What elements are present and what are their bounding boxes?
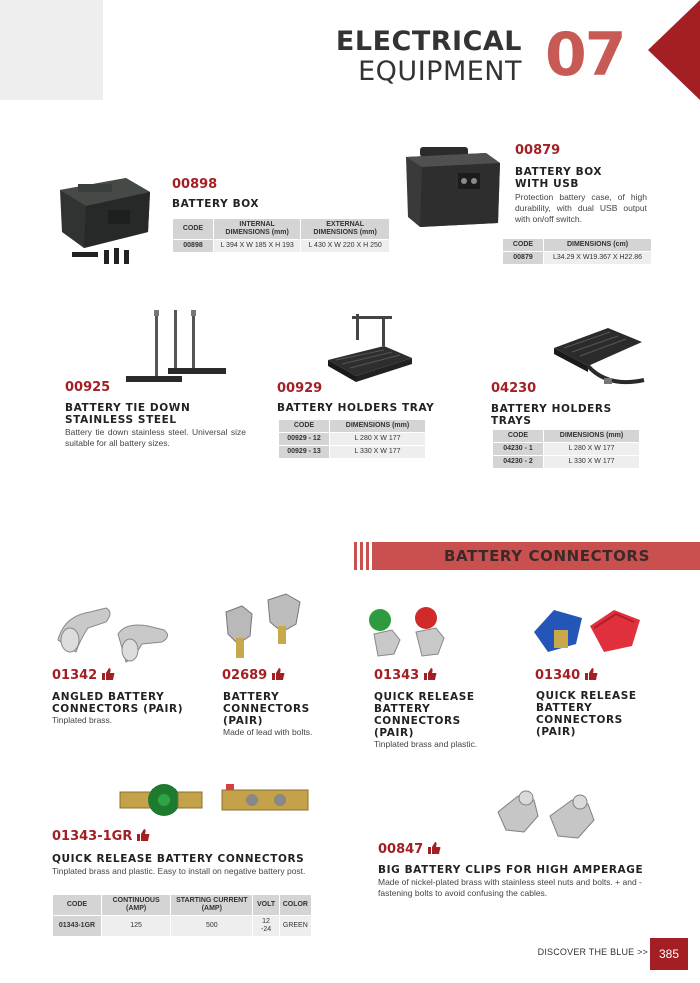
- title-line: CONNECTORS: [374, 715, 461, 727]
- product-title-01340: [536, 690, 637, 738]
- table-header-row: [493, 430, 639, 442]
- table-header: CODE: [173, 219, 213, 239]
- quick-release-connector-image: [366, 604, 452, 666]
- title-line: WITH USB: [515, 178, 579, 190]
- product-code-00898: 00898: [172, 177, 218, 192]
- product-code-02689: [222, 668, 285, 683]
- product-code-04230: 04230: [491, 381, 537, 396]
- product-desc-01343: Tinplated brass and plastic.: [374, 739, 478, 749]
- corner-red-triangle: [648, 0, 700, 100]
- table-cell: 500: [171, 916, 252, 936]
- tie-down-image: [122, 308, 232, 390]
- lead-connector-image: [220, 592, 312, 666]
- green-knob-connector-image: [118, 778, 314, 826]
- angled-connector-image: [52, 600, 182, 670]
- holder-tray-image: [322, 310, 416, 390]
- table-row: [279, 433, 425, 445]
- product-title-00929: BATTERY HOLDERS TRAY: [277, 402, 435, 414]
- product-desc-00847: Made of nickel-plated brass with stainless steel nuts and bolts. + and - fastening bolts to avoid confusing the cables.: [378, 877, 642, 898]
- code-text: 00847: [378, 842, 424, 857]
- table-header: CODE: [503, 239, 543, 251]
- table-header-row: [503, 239, 651, 251]
- title-line: (PAIR): [374, 727, 415, 739]
- product-desc-01343-1gr: Tinplated brass and plastic. Easy to install on negative battery post.: [52, 866, 306, 876]
- code-text: 01343-1GR: [52, 829, 133, 844]
- title-line: BATTERY BOX: [515, 166, 603, 178]
- title-line: (PAIR): [223, 715, 264, 727]
- table-cell: 00929 - 12: [279, 433, 329, 445]
- spec-table-00879: [502, 238, 652, 265]
- table-cell: 125: [102, 916, 170, 936]
- table-header: INTERNAL DIMENSIONS (mm): [214, 219, 300, 239]
- page-title-line2: EQUIPMENT: [358, 56, 522, 87]
- table-header: CODE: [53, 895, 101, 915]
- table-header: DIMENSIONS (mm): [330, 420, 425, 432]
- thumbs-up-icon: [137, 829, 150, 841]
- table-cell: GREEN: [280, 916, 311, 936]
- table-header-row: [173, 219, 389, 239]
- battery-box-usb-image: [402, 143, 506, 231]
- table-header: CONTINUOUS (AMP): [102, 895, 170, 915]
- title-line: CONNECTORS (PAIR): [52, 703, 184, 715]
- title-line: STAINLESS STEEL: [65, 414, 177, 426]
- product-code-01340: [535, 668, 598, 683]
- product-title-01342: [52, 691, 183, 715]
- thumbs-up-icon: [585, 668, 598, 680]
- table-header: COLOR: [280, 895, 311, 915]
- table-cell: 00879: [503, 252, 543, 264]
- battery-box-image: [48, 170, 158, 270]
- title-line: BATTERY HOLDERS: [491, 403, 612, 415]
- product-title-01343: [374, 691, 475, 739]
- page-title-line1: ELECTRICAL: [335, 26, 522, 57]
- product-code-01342: [52, 668, 115, 683]
- footer-tagline: DISCOVER THE BLUE >>: [537, 947, 648, 957]
- product-code-01343-1gr: [52, 829, 150, 844]
- title-line: BATTERY: [223, 691, 280, 703]
- corner-grey-block: [0, 0, 103, 100]
- covered-connector-image: [532, 600, 644, 662]
- big-clip-image: [494, 786, 604, 850]
- table-cell: L34.29 X W19.367 X H22.86: [544, 252, 651, 264]
- table-header: CODE: [279, 420, 329, 432]
- table-row: [493, 456, 639, 468]
- product-title-00879: [515, 166, 602, 190]
- title-line: (PAIR): [536, 726, 577, 738]
- page-number: 385: [650, 938, 688, 970]
- table-cell: 00929 - 13: [279, 446, 329, 458]
- table-cell: L 394 X W 185 X H 193: [214, 240, 300, 252]
- section-banner: [372, 542, 700, 570]
- thumbs-up-icon: [272, 668, 285, 680]
- table-header: DIMENSIONS (mm): [544, 430, 639, 442]
- code-text: 01340: [535, 668, 581, 683]
- product-code-00929: 00929: [277, 381, 323, 396]
- spec-table-00898: [172, 218, 390, 253]
- table-header: CODE: [493, 430, 543, 442]
- table-cell: 12 -24: [253, 916, 278, 936]
- table-row: [173, 240, 389, 252]
- table-cell: L 430 X W 220 X H 250: [301, 240, 389, 252]
- product-code-00847: [378, 842, 441, 857]
- table-row: [53, 916, 311, 936]
- table-row: [503, 252, 651, 264]
- table-cell: 01343-1GR: [53, 916, 101, 936]
- table-cell: L 280 X W 177: [544, 443, 639, 455]
- table-cell: 04230 - 1: [493, 443, 543, 455]
- title-line: BATTERY TIE DOWN: [65, 402, 191, 414]
- title-line: BATTERY: [536, 702, 593, 714]
- thumbs-up-icon: [424, 668, 437, 680]
- product-title-04230: [491, 403, 612, 427]
- table-cell: L 330 X W 177: [330, 446, 425, 458]
- title-line: TRAYS: [491, 415, 532, 427]
- holder-trays-image: [548, 318, 648, 398]
- table-cell: L 280 X W 177: [330, 433, 425, 445]
- table-row: [493, 443, 639, 455]
- chapter-number: 07: [545, 20, 625, 90]
- product-code-00879: 00879: [515, 143, 561, 158]
- table-cell: L 330 X W 177: [544, 456, 639, 468]
- code-text: 01342: [52, 668, 98, 683]
- product-title-02689: [223, 691, 310, 727]
- table-header: EXTERNAL DIMENSIONS (mm): [301, 219, 389, 239]
- code-text: 02689: [222, 668, 268, 683]
- thumbs-up-icon: [102, 668, 115, 680]
- product-desc-02689: Made of lead with bolts.: [223, 727, 313, 737]
- product-code-01343: [374, 668, 437, 683]
- spec-table-01343-1gr: [52, 894, 312, 937]
- title-line: CONNECTORS: [536, 714, 623, 726]
- table-header: STARTING CURRENT (AMP): [171, 895, 252, 915]
- product-code-00925: 00925: [65, 380, 111, 395]
- spec-table-04230: [492, 429, 640, 469]
- title-line: CONNECTORS: [223, 703, 310, 715]
- section-banner-title: BATTERY CONNECTORS: [443, 547, 650, 565]
- product-desc-01342: Tinplated brass.: [52, 715, 113, 725]
- page-title: [336, 28, 522, 85]
- product-title-01343-1gr: QUICK RELEASE BATTERY CONNECTORS: [52, 853, 305, 865]
- title-line: BATTERY: [374, 703, 431, 715]
- thumbs-up-icon: [428, 842, 441, 854]
- code-text: 01343: [374, 668, 420, 683]
- product-desc-00925: Battery tie down stainless steel. Universal size suitable for all battery sizes.: [65, 427, 246, 448]
- table-header: DIMENSIONS (cm): [544, 239, 651, 251]
- product-title-00847: BIG BATTERY CLIPS FOR HIGH AMPERAGE: [378, 864, 644, 876]
- table-cell: 04230 - 2: [493, 456, 543, 468]
- product-title-00925: [65, 402, 190, 426]
- product-desc-00879: Protection battery case, of high durability, with dual USB output with on/off switch.: [515, 192, 647, 224]
- table-cell: 00898: [173, 240, 213, 252]
- product-title-00898: BATTERY BOX: [172, 198, 260, 210]
- title-line: QUICK RELEASE: [374, 691, 475, 703]
- spec-table-00929: [278, 419, 426, 459]
- title-line: ANGLED BATTERY: [52, 691, 165, 703]
- table-header-row: [279, 420, 425, 432]
- title-line: QUICK RELEASE: [536, 690, 637, 702]
- table-header-row: [53, 895, 311, 915]
- table-row: [279, 446, 425, 458]
- table-header: VOLT: [253, 895, 278, 915]
